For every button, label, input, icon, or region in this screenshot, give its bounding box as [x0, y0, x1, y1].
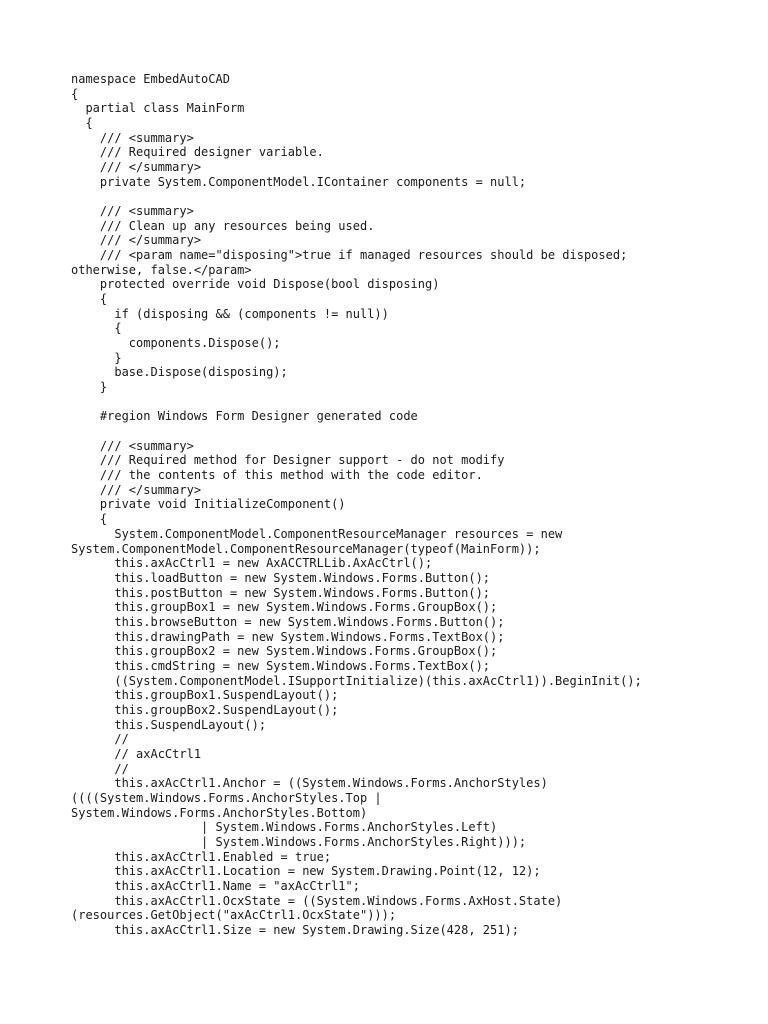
code-line: } [71, 380, 108, 395]
code-line: private System.ComponentModel.IContainer components = null; [71, 174, 527, 189]
code-line: // [71, 732, 129, 747]
code-line: #region Windows Form Designer generated code [71, 409, 418, 424]
code-line: System.ComponentModel.ComponentResourceManager(typeof(MainForm)); [71, 541, 541, 556]
code-line: this.axAcCtrl1 = new AxACCTRLLib.AxAcCtrl(); [71, 556, 433, 571]
code-line: this.axAcCtrl1.Location = new System.Drawing.Point(12, 12); [71, 864, 541, 879]
code-line: /// <summary> [71, 130, 194, 145]
code-line: this.axAcCtrl1.Anchor = ((System.Windows.Forms.AnchorStyles) [71, 776, 548, 791]
code-line: this.axAcCtrl1.Size = new System.Drawing.Size(428, 251); [71, 922, 519, 937]
code-line: // [71, 761, 129, 776]
code-line: this.axAcCtrl1.Enabled = true; [71, 849, 332, 864]
code-line: (resources.GetObject("axAcCtrl1.OcxState"))); [71, 908, 397, 923]
code-line: | System.Windows.Forms.AnchorStyles.Left) [71, 820, 498, 835]
code-line: { [71, 292, 108, 307]
code-line: this.groupBox2 = new System.Windows.Forms.GroupBox(); [71, 644, 498, 659]
code-line: /// <summary> [71, 204, 194, 219]
code-line: /// Clean up any resources being used. [71, 218, 375, 233]
code-line [71, 424, 751, 439]
code-line: { [71, 512, 108, 527]
code-line: ((System.ComponentModel.ISupportInitialize)(this.axAcCtrl1)).BeginInit(); [71, 673, 642, 688]
code-line [71, 395, 751, 410]
code-line: this.axAcCtrl1.Name = "axAcCtrl1"; [71, 878, 360, 893]
code-line: base.Dispose(disposing); [71, 365, 288, 380]
code-line [71, 189, 751, 204]
code-line: this.browseButton = new System.Windows.Forms.Button(); [71, 614, 505, 629]
code-line: this.cmdString = new System.Windows.Forms.TextBox(); [71, 658, 491, 673]
code-line: System.ComponentModel.ComponentResourceManager resources = new [71, 526, 563, 541]
code-line: /// <summary> [71, 438, 194, 453]
code-line: { [71, 86, 79, 101]
code-line: } [71, 350, 122, 365]
code-line: this.SuspendLayout(); [71, 717, 267, 732]
code-line: components.Dispose(); [71, 336, 281, 351]
code-line: this.axAcCtrl1.OcxState = ((System.Windows.Forms.AxHost.State) [71, 893, 563, 908]
code-line: protected override void Dispose(bool disposing) [71, 277, 440, 292]
code-line: partial class MainForm [71, 101, 245, 116]
code-line: /// <param name="disposing">true if managed resources should be disposed; [71, 248, 628, 263]
code-line: namespace EmbedAutoCAD [71, 72, 230, 86]
code-line: if (disposing && (components != null)) [71, 306, 389, 321]
code-line: this.groupBox1.SuspendLayout(); [71, 688, 339, 703]
code-line: | System.Windows.Forms.AnchorStyles.Right))); [71, 834, 527, 849]
code-line: this.loadButton = new System.Windows.Forms.Button(); [71, 570, 491, 585]
code-line: /// </summary> [71, 233, 202, 248]
code-line: this.drawingPath = new System.Windows.Forms.TextBox(); [71, 629, 505, 644]
code-line: this.groupBox1 = new System.Windows.Forms.GroupBox(); [71, 600, 498, 615]
code-line: { [71, 116, 93, 131]
code-line: /// Required designer variable. [71, 145, 324, 160]
code-line: /// </summary> [71, 482, 202, 497]
code-line: { [71, 321, 122, 336]
code-line: private void InitializeComponent() [71, 497, 346, 512]
code-line: System.Windows.Forms.AnchorStyles.Bottom) [71, 805, 368, 820]
code-line: // axAcCtrl1 [71, 746, 202, 761]
code-line: this.groupBox2.SuspendLayout(); [71, 702, 339, 717]
code-line: /// </summary> [71, 160, 202, 175]
code-line: /// the contents of this method with the code editor. [71, 468, 483, 483]
code-line: ((((System.Windows.Forms.AnchorStyles.Top | [71, 790, 382, 805]
code-line: /// Required method for Designer support - do not modify [71, 453, 505, 468]
code-line: otherwise, false.</param> [71, 262, 252, 277]
code-line: this.postButton = new System.Windows.Forms.Button(); [71, 585, 491, 600]
code-listing [71, 72, 751, 938]
